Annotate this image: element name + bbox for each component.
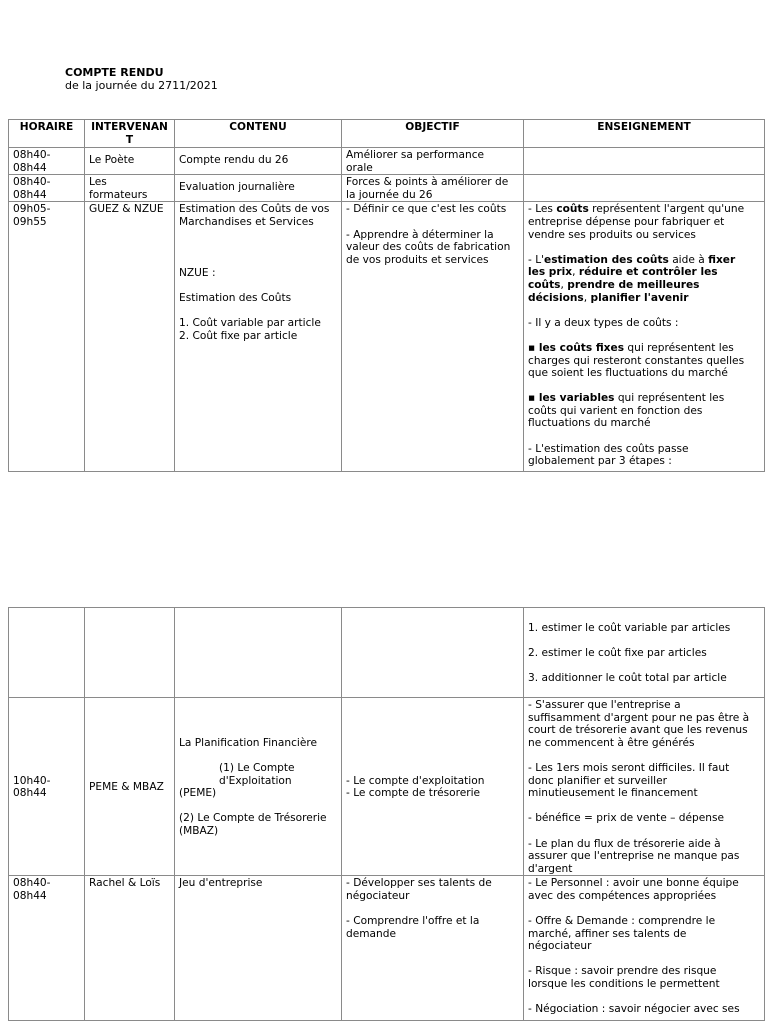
cell-enseignement	[524, 175, 765, 202]
cell-horaire: 08h40- 08h44	[9, 175, 85, 202]
cell-intervenant: PEME & MBAZ	[85, 698, 175, 876]
cell-objectif: - Définir ce que c'est les coûts - Apprendre à déterminer la valeur des coûts de fabrication de vos produits et services	[342, 202, 524, 472]
cell-objectif: - Le compte d'exploitation - Le compte de trésorerie	[342, 698, 524, 876]
cell-intervenant: GUEZ & NZUE	[85, 202, 175, 472]
cell-contenu: Compte rendu du 26	[175, 148, 342, 175]
cell-contenu	[175, 608, 342, 698]
cell-enseignement	[524, 148, 765, 175]
cell-contenu: Evaluation journalière	[175, 175, 342, 202]
cell-horaire: 10h40- 08h44	[9, 698, 85, 876]
table-row	[9, 608, 765, 698]
table-row	[9, 202, 765, 472]
table-header-row	[9, 120, 765, 148]
cell-objectif: Forces & points à améliorer de la journée du 26	[342, 175, 524, 202]
cell-contenu: Estimation des Coûts de vos Marchandises et Services NZUE : Estimation des Coûts 1. Coût variable par article 2. Coût fixe par article	[175, 202, 342, 472]
col-header-contenu: CONTENU	[175, 120, 342, 148]
schedule-table-1	[8, 119, 765, 472]
col-header-horaire: HORAIRE	[9, 120, 85, 148]
document-header	[65, 66, 218, 92]
cell-horaire: 08h40- 08h44	[9, 148, 85, 175]
cell-horaire: 09h05- 09h55	[9, 202, 85, 472]
cell-contenu: La Planification Financière (1) Le Compte d'Exploitation (PEME) (2) Le Compte de Trésorerie (MBAZ)	[175, 698, 342, 876]
table-row	[9, 175, 765, 202]
cell-enseignement: 1. estimer le coût variable par articles 2. estimer le coût fixe par articles 3. additionner le coût total par article	[524, 608, 765, 698]
document-title: COMPTE RENDU	[65, 66, 164, 79]
cell-enseignement: - S'assurer que l'entreprise a suffisamment d'argent pour ne pas être à court de trésorerie avant que les revenus ne commencent à être générés - Les 1ers mois seront difficiles. Il faut donc planifier et surveiller minutieusement le financement - bénéfice = prix de vente – dépense - Le plan du flux de trésorerie aide à assurer que l'entreprise ne manque pas d'argent	[524, 698, 765, 876]
document-subtitle: de la journée du 2711/2021	[65, 79, 218, 92]
cell-objectif: Améliorer sa performance orale	[342, 148, 524, 175]
cell-enseignement: - Les coûts représentent l'argent qu'une entreprise dépense pour fabriquer et vendre ses produits ou services - L'estimation des coûts aide à fixer les prix, réduire et contrôler les coûts, prendre de meilleures décisions, planifier l'avenir - Il y a deux types de coûts : ▪ les coûts fixes qui représentent les charges qui resteront constantes quelles que soient les fluctuations du marché ▪ les variables qui représentent les coûts qui varient en fonction des fluctuations du marché - L'estimation des coûts passe globalement par 3 étapes :	[524, 202, 765, 472]
col-header-objectif: OBJECTIF	[342, 120, 524, 148]
table-row	[9, 698, 765, 876]
cell-intervenant	[85, 608, 175, 698]
col-header-enseignement: ENSEIGNEMENT	[524, 120, 765, 148]
table-row	[9, 876, 765, 1021]
cell-objectif	[342, 608, 524, 698]
cell-intervenant: Les formateurs	[85, 175, 175, 202]
cell-intervenant: Rachel & Loïs	[85, 876, 175, 1021]
cell-enseignement: - Le Personnel : avoir une bonne équipe avec des compétences appropriées - Offre & Demande : comprendre le marché, affiner ses talents de négociateur - Risque : savoir prendre des risque lorsque les conditions le permettent - Négociation : savoir négocier avec ses	[524, 876, 765, 1021]
cell-contenu: Jeu d'entreprise	[175, 876, 342, 1021]
cell-horaire: 08h40- 08h44	[9, 876, 85, 1021]
table-row	[9, 148, 765, 175]
cell-objectif: - Développer ses talents de négociateur - Comprendre l'offre et la demande	[342, 876, 524, 1021]
cell-intervenant: Le Poète	[85, 148, 175, 175]
schedule-table-2	[8, 607, 765, 1021]
cell-horaire	[9, 608, 85, 698]
col-header-intervenant: INTERVENAN T	[85, 120, 175, 148]
